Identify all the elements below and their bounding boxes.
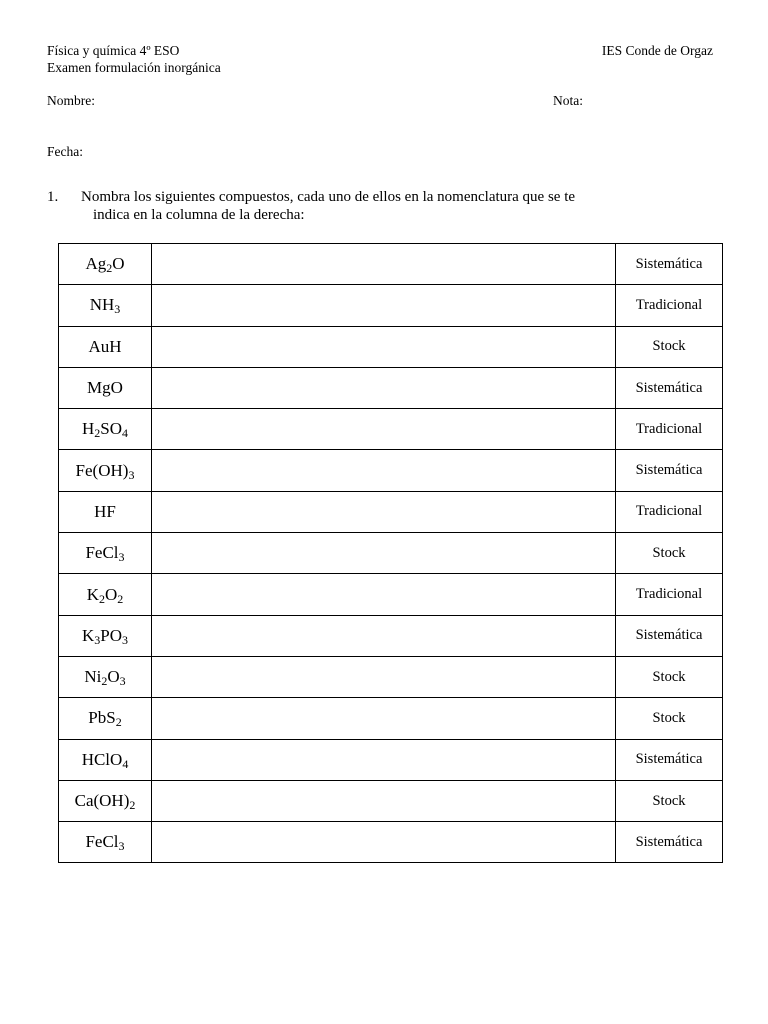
table-row <box>59 409 723 450</box>
formula-subscript: 2 <box>101 674 108 689</box>
formula-cell <box>59 698 152 739</box>
formula-cell <box>59 822 152 863</box>
answer-cell[interactable] <box>152 491 616 532</box>
formula-text: NH <box>89 295 115 315</box>
formula-text: Ca(OH) <box>74 791 130 810</box>
table-row <box>59 574 723 615</box>
formula-cell <box>59 656 152 697</box>
formula-cell <box>59 450 152 491</box>
table-row <box>59 450 723 491</box>
table-row <box>59 533 723 574</box>
nomenclature-cell: Sistemática <box>616 367 723 408</box>
name-label: Nombre: <box>47 93 95 108</box>
nomenclature-cell: Tradicional <box>616 409 723 450</box>
formula-subscript: 2 <box>106 261 113 276</box>
formula-cell <box>59 244 152 285</box>
formula-subscript: 2 <box>129 798 136 812</box>
formula-subscript: 2 <box>117 591 124 606</box>
formula-subscript: 3 <box>94 632 101 647</box>
course-title: Física y química 4º ESO <box>47 43 180 58</box>
nomenclature-cell: Stock <box>616 656 723 697</box>
formula-text: Ag <box>85 254 107 274</box>
formula-subscript: 3 <box>128 467 135 482</box>
compounds-table <box>58 243 723 863</box>
formula-subscript: 3 <box>119 674 126 689</box>
question-text-line2: indica en la columna de la derecha: <box>93 207 305 223</box>
table-row <box>59 285 723 326</box>
nomenclature-cell: Stock <box>616 533 723 574</box>
table-row <box>59 367 723 408</box>
table-row <box>59 780 723 821</box>
nomenclature-cell: Stock <box>616 698 723 739</box>
answer-cell[interactable] <box>152 615 616 656</box>
question-number: 1. <box>47 189 59 205</box>
formula-cell <box>59 285 152 326</box>
table-row <box>59 244 723 285</box>
answer-cell[interactable] <box>152 574 616 615</box>
formula-text: K <box>81 625 95 645</box>
formula-text: PbS <box>88 708 116 728</box>
table-row <box>59 656 723 697</box>
nomenclature-cell: Stock <box>616 780 723 821</box>
formula-cell <box>59 409 152 450</box>
formula-cell <box>59 574 152 615</box>
formula-text: MgO <box>87 378 123 398</box>
formula-text: H <box>81 419 95 439</box>
formula-text: SO <box>100 419 122 439</box>
nomenclature-cell: Sistemática <box>616 450 723 491</box>
table-row <box>59 739 723 780</box>
answer-cell[interactable] <box>152 409 616 450</box>
nomenclature-cell: Stock <box>616 326 723 367</box>
formula-subscript: 3 <box>122 632 128 647</box>
formula-text: FeCl <box>85 543 119 563</box>
formula-cell <box>59 780 152 821</box>
formula-subscript: 4 <box>122 426 128 441</box>
answer-cell[interactable] <box>152 698 616 739</box>
answer-cell[interactable] <box>152 244 616 285</box>
nomenclature-cell: Sistemática <box>616 822 723 863</box>
compounds-table-body <box>59 244 723 863</box>
formula-text: O <box>112 254 125 274</box>
table-row <box>59 326 723 367</box>
formula-subscript: 3 <box>118 550 125 565</box>
formula-text: O <box>105 584 118 604</box>
nomenclature-cell: Sistemática <box>616 615 723 656</box>
formula-cell <box>59 615 152 656</box>
formula-subscript: 3 <box>118 839 125 854</box>
formula-cell <box>59 739 152 780</box>
answer-cell[interactable] <box>152 533 616 574</box>
formula-text: HF <box>94 501 116 521</box>
question-text-line1: Nombra los siguientes compuestos, cada uno de ellos en la nomenclatura que se te <box>81 189 576 205</box>
answer-cell[interactable] <box>152 450 616 491</box>
formula-subscript: 3 <box>114 302 121 317</box>
grade-label: Nota: <box>553 93 583 108</box>
table-row <box>59 698 723 739</box>
table-row <box>59 491 723 532</box>
formula-subscript: 2 <box>115 715 122 730</box>
formula-subscript: 2 <box>94 426 101 441</box>
answer-cell[interactable] <box>152 656 616 697</box>
date-label: Fecha: <box>47 144 83 159</box>
formula-text: Ni <box>84 667 102 687</box>
formula-cell <box>59 533 152 574</box>
formula-text: HClO <box>81 749 123 769</box>
nomenclature-cell: Tradicional <box>616 491 723 532</box>
nomenclature-cell: Sistemática <box>616 244 723 285</box>
nomenclature-cell: Tradicional <box>616 285 723 326</box>
formula-cell <box>59 491 152 532</box>
table-row <box>59 615 723 656</box>
formula-cell <box>59 326 152 367</box>
formula-text: Fe(OH) <box>75 460 129 480</box>
formula-subscript: 2 <box>99 591 105 606</box>
formula-text: K <box>86 584 99 604</box>
answer-cell[interactable] <box>152 367 616 408</box>
school-name: IES Conde de Orgaz <box>601 43 713 58</box>
formula-text: AuH <box>88 336 122 356</box>
answer-cell[interactable] <box>152 285 616 326</box>
nomenclature-cell: Sistemática <box>616 739 723 780</box>
answer-cell[interactable] <box>152 739 616 780</box>
answer-cell[interactable] <box>152 326 616 367</box>
formula-cell <box>59 367 152 408</box>
exam-title: Examen formulación inorgánica <box>47 60 221 75</box>
answer-cell[interactable] <box>152 822 616 863</box>
question-text <box>81 188 701 224</box>
answer-cell[interactable] <box>152 780 616 821</box>
formula-text: O <box>107 667 120 687</box>
formula-text: FeCl <box>85 832 119 852</box>
formula-text: PO <box>100 625 122 645</box>
formula-subscript: 4 <box>122 756 129 771</box>
nomenclature-cell: Tradicional <box>616 574 723 615</box>
table-row <box>59 822 723 863</box>
